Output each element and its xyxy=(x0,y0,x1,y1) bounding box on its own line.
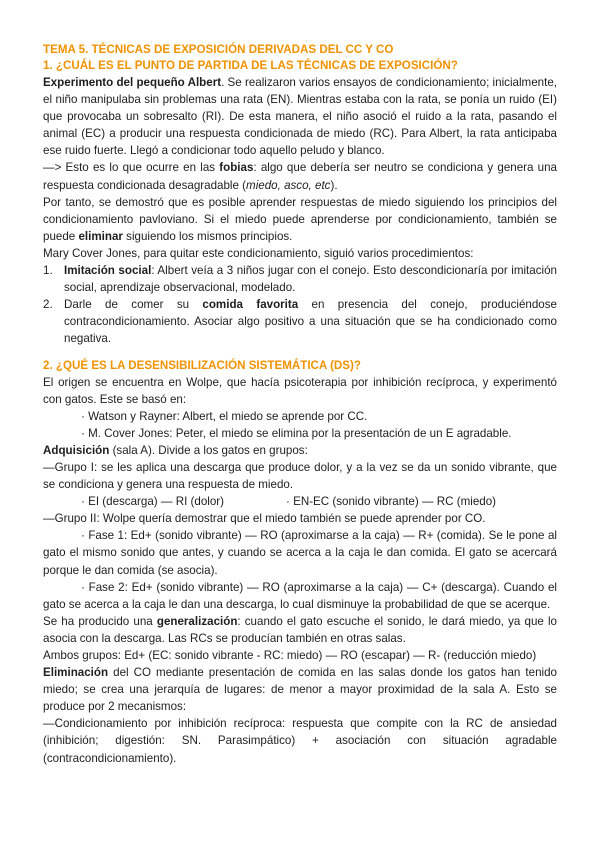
paragraph-text: Por tanto, se demostró que es posible aprender respuestas de miedo siguiendo los principios del condicionamiento pavloviano. Si el miedo puede aprenderse por condicionamiento, también se puede xyxy=(43,195,557,243)
paragraph-grupo-1: —Grupo I: se les aplica una descarga que produce dolor, y a la vez se da un sonido vibrante, que se condiciona y genera una respuesta de miedo. xyxy=(43,460,557,492)
bold-term: Eliminación xyxy=(43,666,109,680)
list-text: Darle de comer su xyxy=(64,298,203,312)
bold-term: generalización xyxy=(156,614,238,628)
bold-term: Experimento del pequeño Albert xyxy=(43,76,222,89)
procedures-list xyxy=(43,262,557,347)
list-text: : Albert veía a 3 niños jugar con el conejo. Esto descondicionaría por imitación social, aprendizaje observacional, modelado. xyxy=(64,264,557,295)
paragraph-adquisicion xyxy=(43,442,557,459)
paragraph-text: del CO mediante presentación de comida en las salas donde los gatos han tenido miedo; se crea una jerarquía de lugares: de menor a mayor proximidad de la sala A. Esto se produce por 2 mecanismos: xyxy=(43,666,557,714)
paragraph-generalizacion xyxy=(43,613,557,647)
section-1-title: 1. ¿CUÁL ES EL PUNTO DE PARTIDA DE LAS TÉCNICAS DE EXPOSICIÓN? xyxy=(43,59,458,72)
paragraph-condicionamiento: —Condicionamiento por inhibición recíproca: respuesta que compite con la RC de ansiedad (inhibición; digestión: SN. Parasimpático) + asociación con situación agradable (contracondicionamiento). xyxy=(43,717,557,765)
paragraph-fase-1: · Fase 1: Ed+ (sonido vibrante) — RO (aproximarse a la caja) — R+ (comida). Se le pone al gato el mismo sonido que antes, y cuando se acerca a la caja le dan comida. El gato se acercará porque le dan comida (se asocia). xyxy=(43,529,557,577)
italic-text: miedo, asco, etc xyxy=(246,178,331,192)
grupo-1-formulas xyxy=(43,493,557,510)
paragraph-origen: El origen se encuentra en Wolpe, que hacía psicoterapia por inhibición recíproca, y experimentó con gatos. Este se basó en: xyxy=(43,375,557,406)
paragraph-text: siguiendo los mismos principios. xyxy=(122,229,293,243)
paragraph-text: (sala A). Divide a los gatos en grupos: xyxy=(109,443,308,457)
bullet-cover-jones: · M. Cover Jones: Peter, el miedo se elimina por la presentación de un E agradable. xyxy=(81,426,512,440)
paragraph-text: . Se realizaron varios ensayos de condicionamiento; inicialmente, el niño manipulaba sin problemas una rata (EN). Mientras estaba con la rata, se ponía un ruido (EI) que provocaba un sobresalto (RI). De esta manera, el niño asoció el ruido a la rata, pasando el animal (EC) a producir una respuesta condicionada de miedo (RC). Para Albert, la rata anticipaba ese ruido fuerte. Llegó a condicionar todo aquello peludo y blanco. xyxy=(43,76,557,158)
bullet-watson: · Watson y Rayner: Albert, el miedo se aprende por CC. xyxy=(81,409,368,423)
document-title: TEMA 5. TÉCNICAS DE EXPOSICIÓN DERIVADAS DEL CC Y CO xyxy=(43,43,394,56)
paragraph-eliminacion xyxy=(43,664,557,715)
paragraph-text: Se ha producido una xyxy=(43,614,157,628)
list-text: en presencia del conejo, produciéndose contracondicionamiento. Asociar algo positivo a una situación que se ha condicionado como negativa. xyxy=(64,298,557,346)
section-spacer xyxy=(43,348,557,358)
bold-term: Adquisición xyxy=(43,443,110,457)
formula-en-ec-rc: · EN-EC (sonido vibrante) — RC (miedo) xyxy=(286,495,497,509)
paragraph-mary-cover-jones: Mary Cover Jones, para quitar este condicionamiento, siguió varios procedimientos: xyxy=(43,246,474,260)
formula-ei-ri: · EI (descarga) — RI (dolor) xyxy=(81,495,225,509)
paragraph-text: —> Esto es lo que ocurre en las xyxy=(43,161,220,175)
bold-term: comida favorita xyxy=(202,298,299,312)
paragraph-conclusion xyxy=(43,194,557,245)
paragraph-text: : cuando el gato escuche el sonido, le dará miedo, ya que lo asocia con la descarga. Las RCs se producían también en otras salas. xyxy=(43,614,557,645)
bold-term: fobias xyxy=(219,161,254,175)
paragraph-ambos-grupos: Ambos grupos: Ed+ (EC: sonido vibrante - RC: miedo) — RO (escapar) — R- (reducción miedo) xyxy=(43,649,537,662)
paragraph-text: : algo que debería ser neutro se condiciona y genera una respuesta condicionada desagradable ( xyxy=(43,161,557,192)
paragraph-grupo-2: —Grupo II: Wolpe quería demostrar que el miedo también se puede aprender por CO. xyxy=(43,512,486,526)
paragraph-albert xyxy=(43,74,557,159)
paragraph-fase-2: · Fase 2: Ed+ (sonido vibrante) — RO (aproximarse a la caja) — C+ (descarga). Cuando el gato se acerca a la caja le dan una descarga, lo cual disminuye la probabilidad de que se acerque. xyxy=(43,580,557,611)
list-number: 2. xyxy=(43,298,53,312)
bold-term: Imitación social xyxy=(64,264,152,278)
list-item xyxy=(43,262,557,296)
list-number: 1. xyxy=(43,264,53,278)
bold-term: eliminar xyxy=(78,229,123,243)
section-2-title: 2. ¿QUÉ ES LA DESENSIBILIZACIÓN SISTEMÁTICA (DS)? xyxy=(43,358,361,372)
paragraph-fobias xyxy=(43,159,557,193)
list-item xyxy=(43,296,557,347)
paragraph-text: ). xyxy=(330,178,338,192)
